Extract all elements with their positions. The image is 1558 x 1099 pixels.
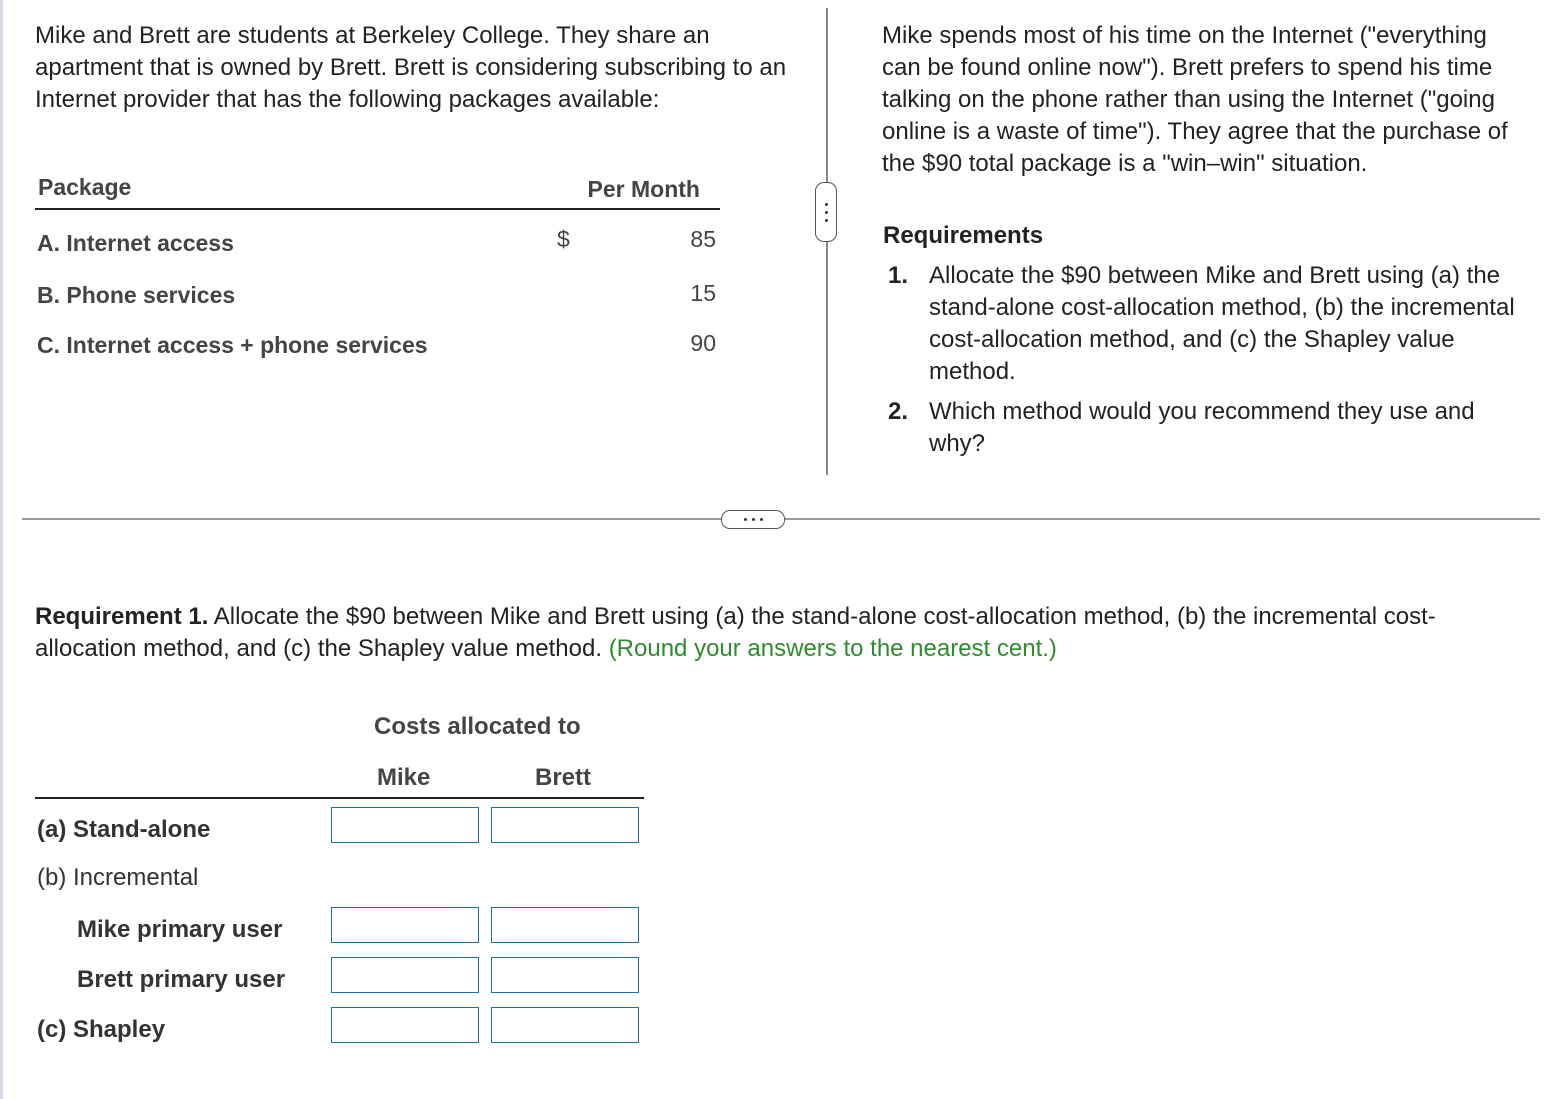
shapley-mike-input[interactable]: [331, 1007, 479, 1043]
table-row: [35, 210, 720, 264]
row-label-standalone: (a) Stand-alone: [37, 816, 211, 843]
dot-icon: [825, 211, 828, 214]
standalone-brett-input[interactable]: [491, 807, 639, 843]
list-item: [885, 260, 1525, 388]
rounding-hint: (Round your answers to the nearest cent.): [608, 635, 1057, 662]
shapley-brett-input[interactable]: [491, 1007, 639, 1043]
header-per-month: Per Month: [587, 176, 700, 202]
requirements-list: [885, 260, 1525, 468]
requirement-1-label: Requirement 1.: [35, 603, 209, 630]
standalone-mike-input[interactable]: [331, 807, 479, 843]
list-number: 1.: [888, 262, 909, 289]
row-label-incremental: (b) Incremental: [37, 864, 199, 891]
horizontal-resize-handle[interactable]: [721, 510, 785, 529]
requirement-1-text: Allocate the $90 between Mike and Brett using (a) the stand-alone cost-allocation method, (b) the incremental cost-allocation method, and (c) the Shapley value method.: [35, 603, 1436, 662]
left-edge-bar: [0, 0, 3, 1099]
dot-icon: [760, 518, 763, 521]
requirements-title: Requirements: [883, 222, 1044, 249]
scenario-text: Mike spends most of his time on the Internet ("everything can be found online now"). Brett prefers to spend his time talking on the phone rather than using the Internet ("going online is a waste of time"). They agree that the purchase of the $90 total package is a "win–win" situation.: [882, 22, 1508, 177]
allocation-title: Costs allocated to: [374, 713, 581, 740]
brett-primary-mike-input[interactable]: [331, 957, 479, 993]
requirement-1-prompt: [35, 601, 1515, 665]
intro-paragraph: Mike and Brett are students at Berkeley College. They share an apartment that is owned by Brett. Brett is considering subscribing to an Internet provider that has the following packages available:: [35, 22, 787, 113]
column-header-mike: Mike: [377, 764, 431, 791]
mike-primary-mike-input[interactable]: [331, 907, 479, 943]
package-price: 85: [690, 226, 716, 252]
package-price: 15: [690, 280, 716, 306]
dot-icon: [752, 518, 755, 521]
package-name: C. Internet access + phone services: [37, 332, 428, 358]
dot-icon: [825, 203, 828, 206]
dot-icon: [744, 518, 747, 521]
header-package: Package: [38, 174, 132, 200]
mike-primary-brett-input[interactable]: [491, 907, 639, 943]
table-row: [35, 264, 720, 314]
currency-symbol: $: [557, 226, 570, 252]
vertical-resize-handle[interactable]: [815, 182, 837, 242]
brett-primary-brett-input[interactable]: [491, 957, 639, 993]
allocation-header-rule: [35, 797, 644, 799]
row-label-shapley: (c) Shapley: [37, 1016, 166, 1043]
package-table-header: [35, 170, 720, 210]
column-header-brett: Brett: [535, 764, 592, 791]
package-name: B. Phone services: [37, 282, 236, 308]
table-row: [35, 314, 720, 364]
list-number: 2.: [888, 398, 909, 425]
list-text: Which method would you recommend they use and why?: [929, 398, 1475, 457]
package-name: A. Internet access: [37, 230, 234, 256]
dot-icon: [825, 219, 828, 222]
row-label-brett-primary: Brett primary user: [77, 966, 286, 993]
list-item: [885, 396, 1525, 460]
package-table: [35, 170, 720, 364]
row-label-mike-primary: Mike primary user: [77, 916, 283, 943]
package-price: 90: [690, 330, 716, 356]
list-text: Allocate the $90 between Mike and Brett using (a) the stand-alone cost-allocation method, (b) the incremental cost-allocation method, and (c) the Shapley value method.: [929, 262, 1515, 385]
